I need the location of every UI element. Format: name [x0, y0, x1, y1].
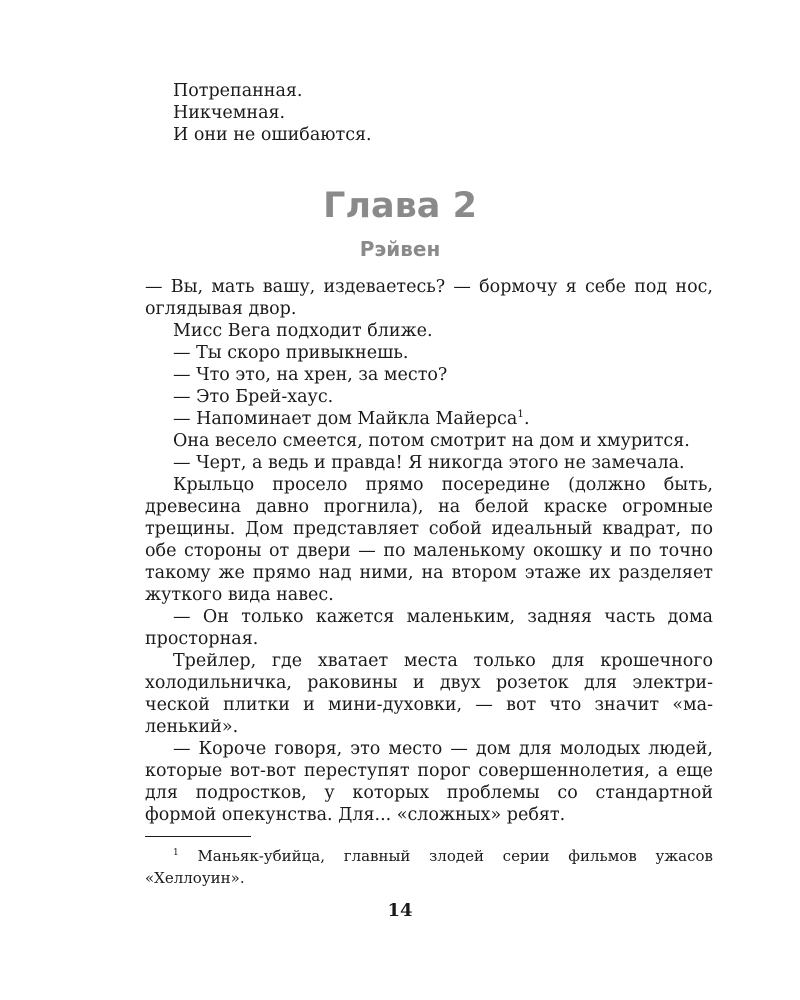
paragraph	[145, 452, 713, 474]
paragraph	[145, 606, 713, 650]
chapter-body	[145, 276, 713, 826]
paragraph	[145, 738, 713, 826]
paragraph	[145, 364, 713, 386]
paragraph	[145, 320, 713, 342]
paragraph-text: Мисс Вега подходит ближе.	[173, 321, 433, 341]
paragraph-text: — Черт, а ведь и правда! Я никогда этого не замечала.	[173, 453, 685, 473]
paragraph	[145, 386, 713, 408]
paragraph	[145, 430, 713, 452]
paragraph-text: — Ты скоро привыкнешь.	[173, 343, 409, 363]
paragraph-text: — Это Брей-хаус.	[173, 387, 334, 407]
paragraph-text: Трейлер, где хватает места только для крошечного холодильничка, раковины и двух розеток для электрической плитки и мини-духовки, — вот что значит «маленький».	[145, 651, 713, 737]
paragraph	[145, 342, 713, 364]
paragraph	[145, 408, 713, 430]
paragraph	[145, 650, 713, 738]
intro-line: И они не ошибаются.	[173, 125, 372, 145]
footnote-text: Маньяк-убийца, главный злодей серии фильмов ужасов «Хеллоуин».	[145, 847, 713, 887]
page-number: 14	[387, 900, 413, 921]
intro-line: Потрепанная.	[173, 81, 303, 101]
chapter-title: Глава 2	[323, 186, 477, 226]
footnote-divider	[145, 836, 251, 837]
footnote-marker: 1	[173, 848, 179, 858]
intro-line: Никчемная.	[173, 103, 286, 123]
paragraph-text: Крыльцо просело прямо посередине (должно быть, древесина давно прогнила), на белой краске огромные трещины. Дом представляет собой идеальный квадрат, по обе стороны от двери — по маленькому окошку и по точно такому же прямо над ними, на втором этаже их разделяет жуткого вида навес.	[145, 475, 713, 605]
paragraph-text: — Он только кажется маленьким, задняя часть дома просторная.	[145, 607, 713, 649]
paragraph-text: Она весело смеется, потом смотрит на дом и хмурится.	[173, 431, 690, 451]
paragraph-text: — Что это, на хрен, за место?	[173, 365, 448, 385]
paragraph	[145, 474, 713, 606]
footnote-reference: 1	[517, 408, 524, 421]
paragraph-text: — Короче говоря, это место — дом для молодых людей, которые вот-вот переступят порог совершеннолетия, а еще для подростков, у которых проблемы со стандартной формой опекунства. Для... «сложных» ребят.	[145, 739, 713, 825]
paragraph-tail: .	[523, 409, 530, 429]
paragraph	[145, 276, 713, 320]
footnote	[145, 845, 713, 889]
paragraph-text: — Вы, мать вашу, издеваетесь? — бормочу я себе под нос, оглядывая двор.	[145, 277, 713, 319]
chapter-subtitle: Рэйвен	[359, 237, 441, 261]
intro-lines	[145, 80, 713, 146]
paragraph-text: — Напоминает дом Майкла Майерса	[173, 409, 518, 429]
